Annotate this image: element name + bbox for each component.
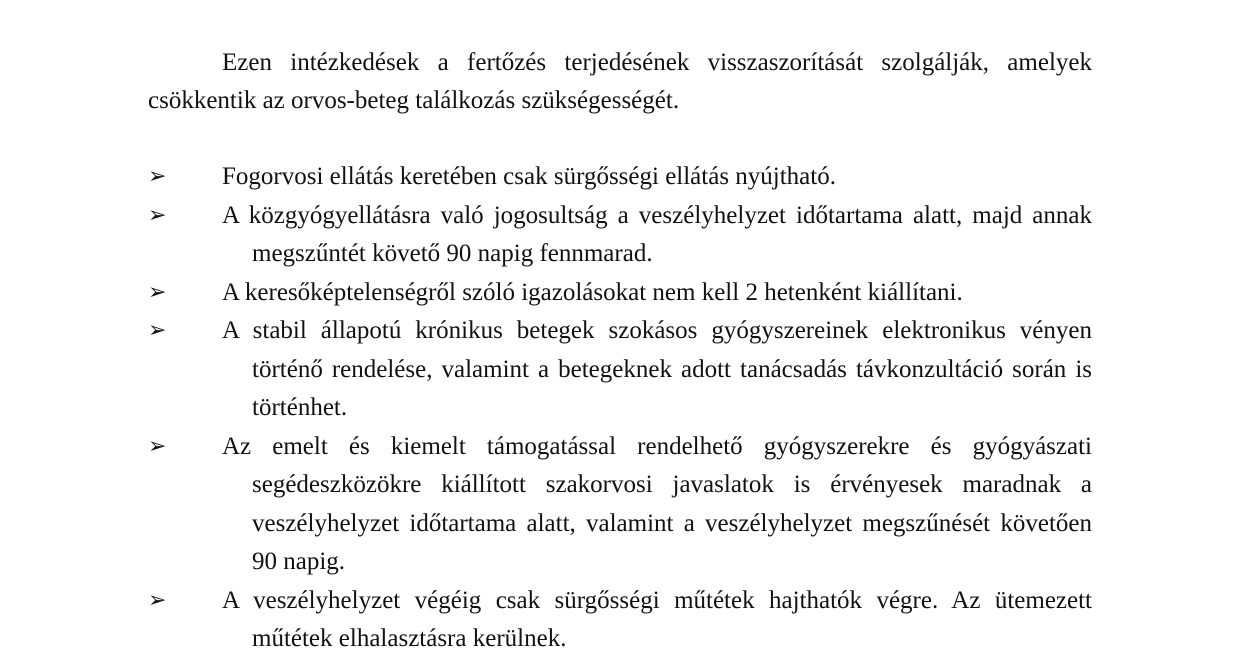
list-item [148,582,1092,659]
list-item-text: A veszélyhelyzet végéig csak sürgősségi műtétek hajthatók végre. Az ütemezett műtétek elhalasztásra kerülnek. [222,586,1092,652]
arrow-bullet-icon: ➢ [148,587,167,613]
list-item-text: Fogorvosi ellátás keretében csak sürgősségi ellátás nyújtható. [222,163,836,190]
list-item-text: A stabil állapotú krónikus betegek szokásos gyógyszereinek elektronikus vényen történő rendelése, valamint a betegeknek adott tanácsadás távkonzultáció során is történhet. [222,317,1092,421]
measures-list [148,158,1092,659]
list-item [148,428,1092,582]
list-item-text: Az emelt és kiemelt támogatással rendelhető gyógyszerekre és gyógyászati segédeszközökre kiállított szakorvosi javaslatok is érvényesek maradnak a veszélyhelyzet időtartama alatt, valamint a veszélyhelyzet megszűnését követően 90 napig. [222,432,1092,575]
arrow-bullet-icon: ➢ [148,202,167,228]
arrow-bullet-icon: ➢ [148,164,167,189]
arrow-bullet-icon: ➢ [148,433,167,459]
list-item [148,312,1092,428]
arrow-bullet-icon: ➢ [148,279,167,305]
list-item [148,158,1092,197]
arrow-bullet-icon: ➢ [148,318,167,343]
list-item-text: A keresőképtelenségről szóló igazolásokat nem kell 2 hetenként kiállítani. [222,278,963,306]
intro-paragraph: Ezen intézkedések a fertőzés terjedésének visszaszorítását szolgálják, amelyek csökkentik az orvos-beteg találkozás szükségességét. [148,49,1092,114]
list-item [148,197,1092,274]
list-item [148,274,1092,313]
list-item-text: A közgyógyellátásra való jogosultság a veszélyhelyzet időtartama alatt, majd annak megszűntét követő 90 napig fennmarad. [222,201,1092,267]
